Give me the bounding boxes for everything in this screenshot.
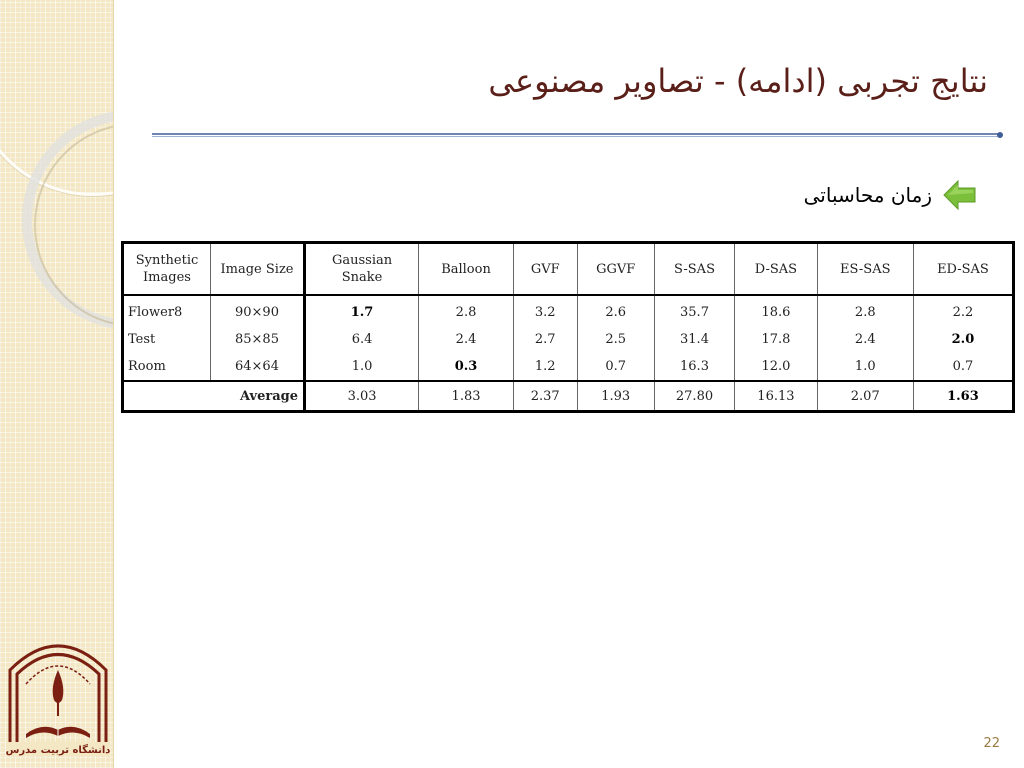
cell-average: 1.93 [577,381,654,412]
cell-image-size: 85×85 [211,326,305,353]
table-row [123,326,1014,353]
cell-value: 2.2 [913,295,1013,326]
decorative-sidebar [0,0,114,768]
page-number: 22 [983,736,1000,751]
cell-value: 2.7 [513,326,577,353]
cell-value: 1.0 [305,353,419,381]
cell-image-name: Room [128,359,166,374]
cell-image-size: 64×64 [211,353,305,381]
cell-value: 16.3 [654,353,734,381]
cell-average: 27.80 [654,381,734,412]
cell-value: 0.7 [577,353,654,381]
column-header-s-sas: S-SAS [654,243,734,296]
cell-average: 16.13 [735,381,817,412]
cell-average: 1.63 [913,381,1013,412]
average-label: Average [123,381,305,412]
cell-value: 3.2 [513,295,577,326]
cell-value: 1.0 [817,353,913,381]
cell-value: 0.3 [419,353,514,381]
column-header-ggvf: GGVF [577,243,654,296]
green-arrow-icon [942,178,978,212]
bullet-item [804,178,978,212]
cell-value: 6.4 [305,326,419,353]
cell-value: 2.8 [419,295,514,326]
column-header-d-sas: D-SAS [735,243,817,296]
column-header-gvf: GVF [513,243,577,296]
cell-value: 2.6 [577,295,654,326]
cell-value: 1.2 [513,353,577,381]
table-row [123,295,1014,326]
cell-value: 2.0 [913,326,1013,353]
cell-value: 12.0 [735,353,817,381]
cell-value: 2.4 [419,326,514,353]
cell-value: 0.7 [913,353,1013,381]
cell-value: 2.8 [817,295,913,326]
svg-text:دانشگاه تربیت مدرس: دانشگاه تربیت مدرس [6,745,110,756]
cell-value: 17.8 [735,326,817,353]
cell-value: 18.6 [735,295,817,326]
cell-average: 1.83 [419,381,514,412]
cell-average: 2.37 [513,381,577,412]
column-header-synthetic: Synthetic Images [123,243,211,296]
cell-image-name: Test [128,332,156,347]
cell-value: 31.4 [654,326,734,353]
slide-title: نتایج تجربی (ادامه) - تصاویر مصنوعی [488,62,988,100]
column-header-ed-sas: ED-SAS [913,243,1013,296]
university-seal-icon [6,630,110,758]
title-divider [152,132,1004,138]
cell-average: 3.03 [305,381,419,412]
table-header-row [123,243,1014,296]
column-header-es-sas: ES-SAS [817,243,913,296]
cell-value: 1.7 [305,295,419,326]
cell-average: 2.07 [817,381,913,412]
cell-value: 2.5 [577,326,654,353]
computation-time-table [121,241,1015,413]
table-row [123,353,1014,381]
cell-value: 35.7 [654,295,734,326]
column-header-gaussian-snake: Gaussian Snake [305,243,419,296]
cell-image-size: 90×90 [211,295,305,326]
table-row-average [123,381,1014,412]
column-header-balloon: Balloon [419,243,514,296]
bullet-text: زمان محاسباتی [803,183,932,207]
cell-value: 2.4 [817,326,913,353]
column-header-size: Image Size [211,243,305,296]
cell-image-name: Flower8 [128,305,183,320]
